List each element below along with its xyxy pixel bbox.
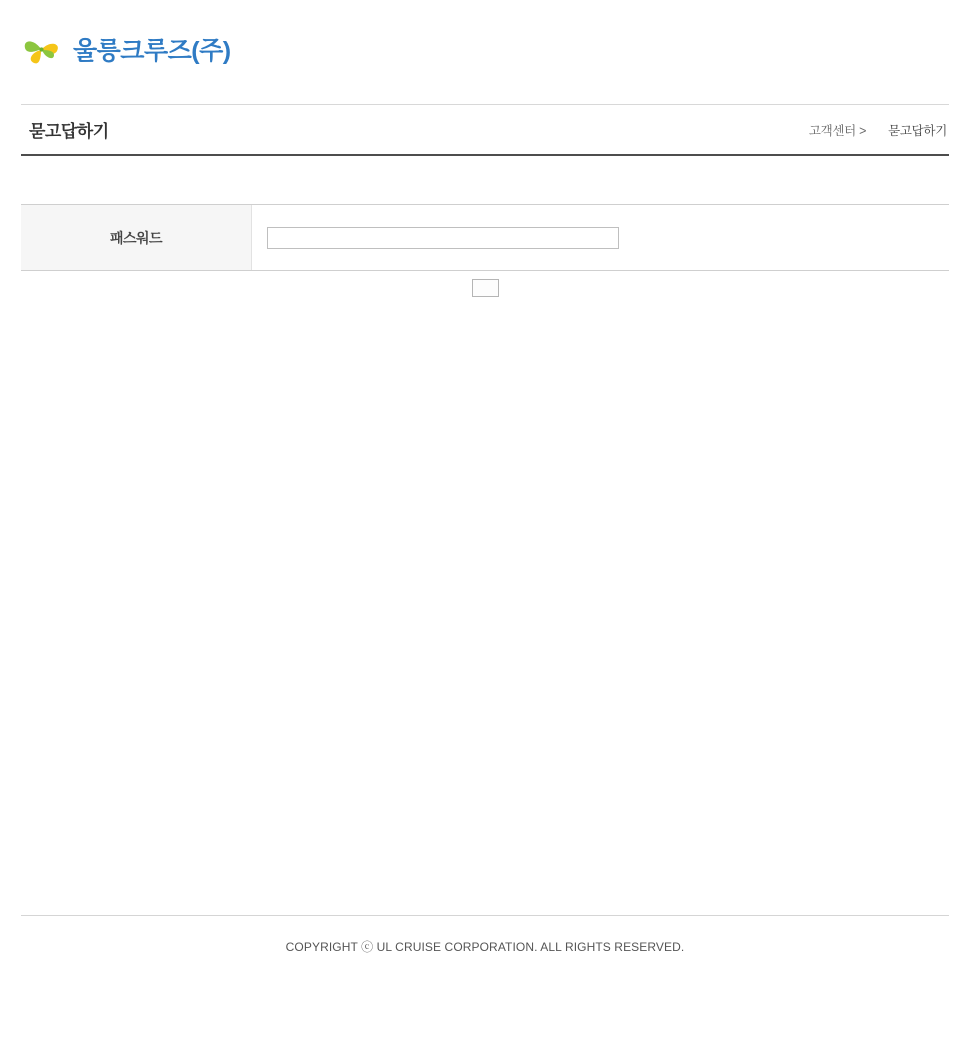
- copyright-text: COPYRIGHT ⓒ UL CRUISE CORPORATION. ALL RIGHTS RESERVED.: [285, 940, 685, 954]
- site-logo-text: [73, 36, 231, 65]
- confirm-button[interactable]: [472, 279, 499, 297]
- site-logo-link[interactable]: [21, 30, 231, 72]
- page-title-bar: [21, 104, 949, 156]
- logo-text-main: 울릉크루즈: [73, 36, 192, 65]
- logo-text-suffix: (주): [191, 36, 231, 65]
- pinwheel-flower-logo-icon: [21, 30, 63, 72]
- password-form-table: [21, 204, 949, 271]
- breadcrumb-parent[interactable]: 고객센터 >: [808, 123, 867, 138]
- site-footer: [21, 915, 949, 955]
- form-button-row: [21, 279, 949, 297]
- page-title: 묻고답하기: [29, 122, 109, 141]
- password-input[interactable]: [267, 227, 619, 249]
- breadcrumb-current: 묻고답하기: [888, 123, 947, 138]
- password-row: [21, 205, 949, 270]
- site-header: [0, 0, 970, 104]
- password-label: 패스워드: [21, 205, 252, 270]
- breadcrumb: [809, 121, 949, 139]
- password-field-cell: [252, 205, 949, 270]
- main-content: [21, 204, 949, 904]
